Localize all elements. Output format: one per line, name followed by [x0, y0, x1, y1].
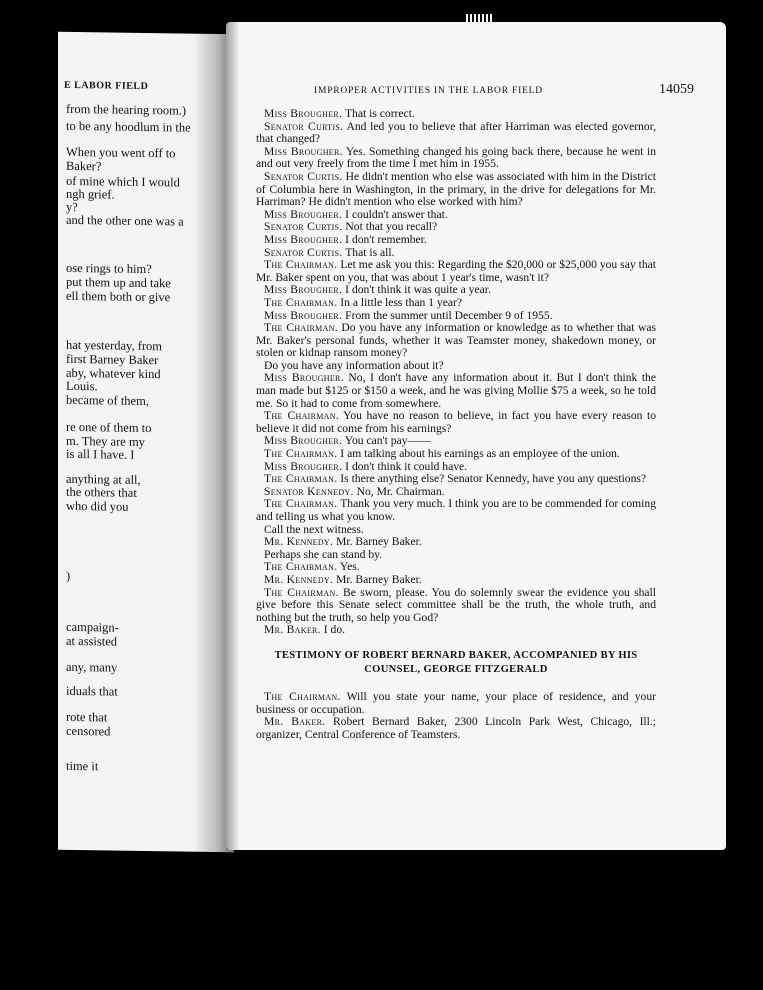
speech-text: No, Mr. Chairman.: [353, 484, 445, 498]
left-fragment: any, many: [66, 659, 118, 675]
speech-text: Not that you recall?: [342, 220, 438, 234]
left-fragment: censored: [66, 723, 111, 739]
testimony-paragraph: [256, 121, 656, 146]
left-fragment: hat yesterday, from: [66, 337, 163, 354]
transcript-before-heading: [256, 108, 656, 637]
speaker-name: Mr. Kennedy.: [264, 572, 334, 586]
speech-text: Let me ask you this: Regarding the $20,000 or $25,000 you say that Mr. Baker spent on you, that was about 1 year's time, wasn't it?: [256, 258, 656, 284]
speech-text: I don't remember.: [342, 232, 427, 246]
speech-text: In a little less than 1 year?: [337, 295, 462, 309]
speech-text: No, I don't have any information about it. But I don't think the man made but $125 or $150 a week, and he was giving Mollie $75 a week, so he told me. So it had to come from somewhere.: [256, 371, 656, 410]
left-fragment: and the other one was a: [66, 212, 184, 229]
running-title: IMPROPER ACTIVITIES IN THE LABOR FIELD: [314, 86, 543, 96]
testimony-paragraph: [256, 498, 656, 523]
speaker-name: The Chairman.: [264, 689, 341, 703]
speaker-name: The Chairman.: [264, 497, 338, 511]
testimony-paragraph: [256, 372, 656, 410]
speaker-name: Senator Curtis.: [264, 220, 343, 234]
speech-text: Mr. Barney Baker.: [333, 535, 422, 549]
running-head: [314, 84, 694, 100]
speaker-name: Miss Brougher.: [264, 434, 343, 448]
speech-text: Yes.: [337, 560, 360, 574]
left-page: [58, 32, 234, 852]
heading-line: COUNSEL, GEORGE FITZGERALD: [364, 663, 548, 675]
transcript-after-heading: [256, 691, 656, 741]
left-fragment: at assisted: [66, 633, 118, 649]
speaker-name: The Chairman.: [264, 585, 339, 599]
left-fragment: the others that: [66, 484, 137, 500]
speech-text: From the summer until December 9 of 1955.: [342, 308, 553, 322]
speech-text: Mr. Barney Baker.: [333, 572, 422, 586]
left-fragment: became of them,: [66, 392, 149, 409]
left-fragment: of mine which I would: [66, 173, 180, 190]
left-fragment: m. They are my: [66, 433, 145, 449]
speaker-name: Senator Curtis.: [264, 169, 343, 183]
left-fragment: ): [66, 568, 71, 583]
speaker-name: Mr. Kennedy.: [264, 535, 334, 549]
speaker-name: Miss Brougher.: [264, 371, 344, 385]
left-fragment: is all I have. I: [66, 446, 135, 462]
testimony-paragraph: [256, 624, 656, 637]
right-page: [226, 22, 726, 850]
testimony-paragraph: [256, 171, 656, 209]
speaker-name: Miss Brougher.: [264, 459, 343, 473]
speech-text: I don't think it was quite a year.: [342, 283, 491, 297]
left-fragment: y?: [66, 199, 78, 215]
testimony-paragraph: [256, 146, 656, 171]
speaker-name: Mr. Baker.: [264, 715, 326, 729]
speaker-name: Senator Curtis.: [264, 245, 343, 259]
left-running-head: E LABOR FIELD: [64, 79, 149, 93]
left-fragment: Louis.: [66, 378, 98, 394]
speech-text: Be sworn, please. You do solemnly swear the evidence you shall give before this Senate select committee shall be the truth, the whole truth, and nothing but the truth, so help you God?: [256, 585, 656, 624]
speaker-name: The Chairman.: [264, 447, 338, 461]
testimony-paragraph: [256, 322, 656, 360]
speaker-name: The Chairman.: [264, 409, 340, 423]
left-fragment: iduals that: [66, 683, 118, 699]
speaker-name: Miss Brougher.: [264, 207, 343, 221]
left-fragment: time it: [66, 758, 99, 774]
testimony-paragraph: [256, 259, 656, 284]
speaker-name: Miss Brougher.: [264, 283, 343, 297]
page-number: 14059: [659, 82, 694, 97]
speech-text: I do.: [320, 623, 346, 637]
speaker-name: The Chairman.: [264, 472, 338, 486]
left-fragment: from the hearing room.): [66, 101, 187, 118]
testimony-paragraph: [256, 716, 656, 741]
speech-text: You have no reason to believe, in fact you have every reason to believe it did not come from his earnings?: [256, 409, 656, 435]
testimony-paragraph: [256, 691, 656, 716]
testimony-paragraph: [256, 410, 656, 435]
speech-text: He didn't mention who else was associated with him in the District of Columbia here in Washington, in the primary, in the drive for delegations for Mr. Harriman? He didn't mention who else worked with him?: [256, 169, 656, 209]
page-edge-shadow: [226, 22, 240, 850]
left-fragment: ngh grief.: [66, 186, 115, 202]
left-fragment: aby, whatever kind: [66, 365, 161, 382]
left-fragment: rote that: [66, 709, 108, 725]
speech-text: I am talking about his earnings as an employee of the union.: [337, 447, 620, 461]
left-fragment: ell them both or give: [66, 288, 171, 305]
speech-text: Will you state your name, your place of residence, and your business or occupation.: [256, 689, 656, 716]
speaker-name: Mr. Baker.: [264, 623, 321, 637]
testimony-paragraph: [256, 587, 656, 625]
left-fragment: ose rings to him?: [66, 260, 152, 277]
speaker-name: Miss Brougher.: [264, 232, 343, 246]
left-fragment: who did you: [66, 498, 129, 514]
speech-text: You can't pay——: [342, 434, 431, 448]
speech-text: That is all.: [342, 245, 395, 259]
speech-text: Thank you very much. I think you are to be commended for coming and telling us what you know.: [256, 497, 656, 523]
left-fragment: first Barney Baker: [66, 351, 159, 368]
speaker-name: Senator Curtis.: [264, 119, 344, 133]
speaker-name: Miss Brougher.: [264, 107, 343, 120]
speech-text: Yes. Something changed his going back there, because he went in and out very freely from the time I met him in 1955.: [256, 144, 656, 171]
left-fragment: re one of them to: [66, 419, 152, 436]
speech-text: Is there anything else? Senator Kennedy, have you any questions?: [337, 472, 647, 486]
heading-line: TESTIMONY OF ROBERT BERNARD BAKER, ACCOMPANIED BY HIS: [274, 649, 638, 661]
speech-text: I couldn't answer that.: [342, 207, 448, 221]
speaker-name: Miss Brougher.: [264, 308, 343, 322]
left-fragment: to be any hoodlum in the: [66, 118, 191, 135]
speaker-name: The Chairman.: [264, 321, 338, 335]
speaker-name: Senator Kennedy.: [264, 484, 354, 498]
left-fragment: anything at all,: [66, 471, 141, 487]
left-fragment: When you went off to: [66, 144, 176, 161]
speaker-name: The Chairman.: [264, 560, 338, 574]
speech-text: Perhaps she can stand by.: [264, 547, 383, 561]
speaker-name: Miss Brougher.: [264, 144, 343, 158]
testimony-body: [256, 108, 656, 741]
speech-text: That is correct.: [342, 107, 415, 120]
speech-text: Robert Bernard Baker, 2300 Lincoln Park West, Chicago, Ill.; organizer, Central Conference of Teamsters.: [256, 715, 656, 741]
speaker-name: The Chairman.: [264, 258, 338, 272]
speaker-name: The Chairman.: [264, 295, 338, 309]
left-fragment: Baker?: [66, 158, 102, 174]
speech-text: Do you have any information or knowledge as to whether that was Mr. Baker's personal funds, whether it was Teamster money, shakedown money, or stolen or kidnap ransom money?: [256, 321, 656, 360]
left-fragment: campaign-: [66, 619, 119, 635]
speech-text: Do you have any information about it?: [264, 358, 444, 372]
speech-text: And led you to believe that after Harriman was elected governor, that changed?: [256, 119, 656, 146]
speech-text: Call the next witness.: [264, 522, 364, 536]
speech-text: I don't think it could have.: [342, 459, 468, 473]
testimony-heading: [256, 649, 656, 677]
left-fragment: put them up and take: [66, 274, 171, 291]
